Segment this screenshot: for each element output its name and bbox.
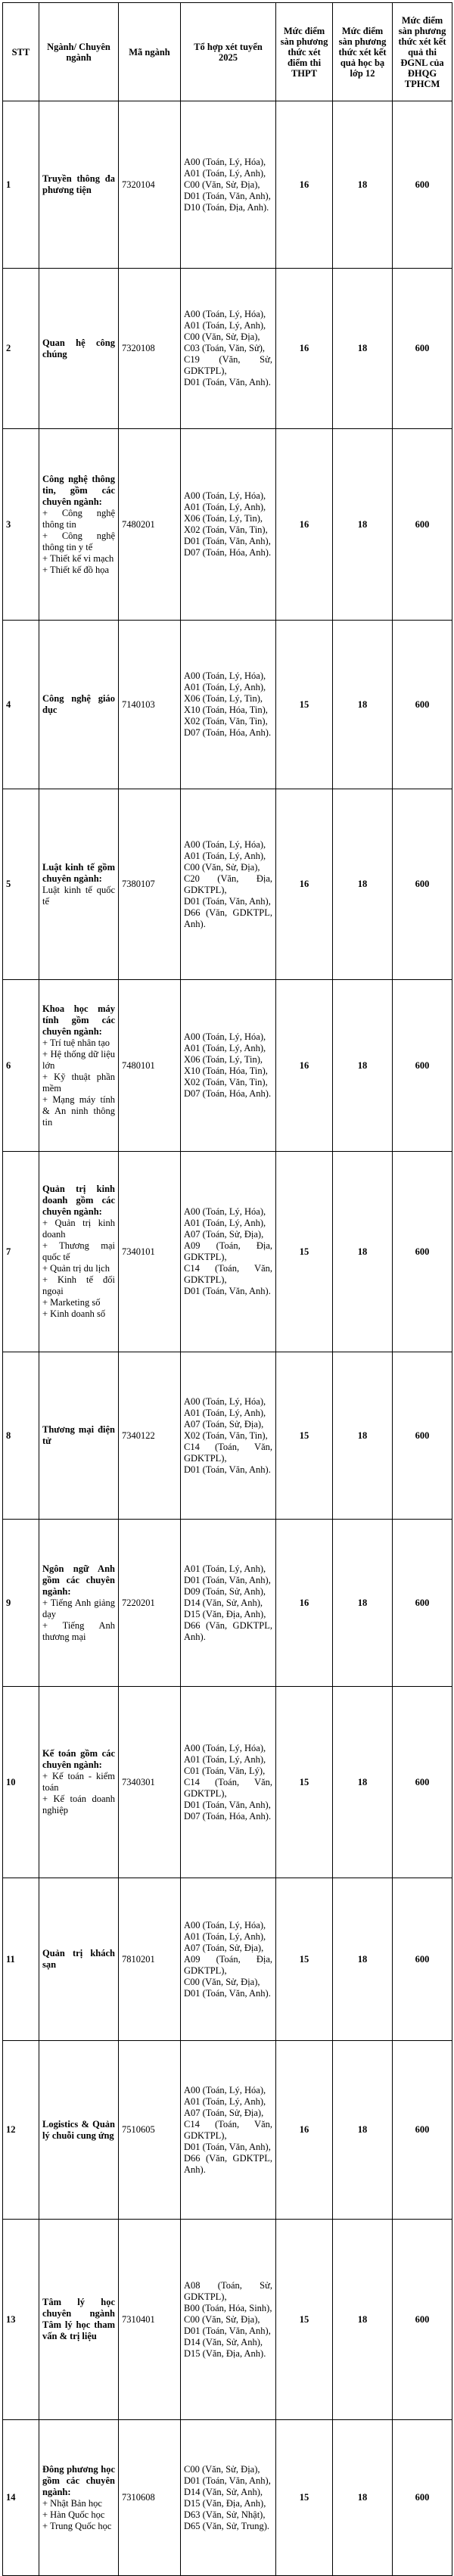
row-major xyxy=(39,2220,119,2420)
major-specialization: + Tiếng Anh thương mại xyxy=(42,1619,115,1642)
row-hocba-score: 18 xyxy=(333,789,393,980)
major-specialization: + Kế toán - kiểm toán xyxy=(42,1771,115,1793)
combo-item: C00 (Văn, Sử, Địa), xyxy=(184,2313,260,2325)
row-thpt-score: 16 xyxy=(276,789,333,980)
combo-item: B00 (Toán, Hóa, Sinh), xyxy=(184,2302,272,2313)
table-row xyxy=(3,1152,452,1352)
row-code: 7510605 xyxy=(119,2041,181,2220)
row-thpt-score: 15 xyxy=(276,621,333,789)
combo-item: A07 (Toán, Sử, Địa), xyxy=(184,2107,264,2118)
combo-item: A01 (Toán, Lý, Anh), xyxy=(184,682,266,692)
combo-item: D01 (Toán, Văn, Anh), xyxy=(184,190,271,201)
row-code: 7480101 xyxy=(119,980,181,1152)
major-specialization: + Công nghệ thông tin xyxy=(42,507,115,530)
row-dgnl-score: 600 xyxy=(393,101,452,269)
combo-item: A00 (Toán, Lý, Hóa), xyxy=(184,490,266,501)
row-major xyxy=(39,2041,119,2220)
row-combos xyxy=(181,2220,276,2420)
combo-item: D01 (Toán, Văn, Anh), xyxy=(184,2325,271,2336)
combo-item: A00 (Toán, Lý, Hóa), xyxy=(184,1031,266,1042)
row-hocba-score: 18 xyxy=(333,101,393,269)
combo-item: A00 (Toán, Lý, Hóa), xyxy=(184,1395,266,1407)
combo-item: A01 (Toán, Lý, Anh), xyxy=(184,1043,266,1053)
row-major xyxy=(39,2420,119,2576)
row-combos xyxy=(181,980,276,1152)
row-major xyxy=(39,429,119,621)
row-code: 7220201 xyxy=(119,1520,181,1687)
combo-item: X10 (Toán, Hóa, Tin), xyxy=(184,705,268,715)
row-thpt-score: 15 xyxy=(276,1878,333,2041)
table-row xyxy=(3,429,452,621)
row-stt: 5 xyxy=(3,789,39,980)
combo-item: X06 (Toán, Lý, Tin), xyxy=(184,513,263,524)
combo-item: A09 (Toán, Địa, GDKTPL), xyxy=(184,1953,272,1976)
combo-item: D10 (Toán, Địa, Anh). xyxy=(184,201,269,213)
major-specialization: + Kinh doanh số xyxy=(42,1308,106,1319)
header-thpt: Mức điểm sàn phương thức xét điểm thi THPT xyxy=(276,3,333,101)
admission-table xyxy=(2,2,452,2576)
combo-item: C14 (Toán, Văn, GDKTPL), xyxy=(184,1263,272,1285)
row-combos xyxy=(181,269,276,429)
row-hocba-score: 18 xyxy=(333,1687,393,1878)
combo-item: D15 (Văn, Địa, Anh), xyxy=(184,2497,266,2509)
major-title: Khoa học máy tính gồm các chuyên ngành: xyxy=(42,1003,115,1037)
combo-item: A01 (Toán, Lý, Anh), xyxy=(184,1930,266,1942)
major-specialization: + Trung Quốc học xyxy=(42,2520,112,2531)
row-thpt-score: 16 xyxy=(276,980,333,1152)
header-row xyxy=(3,3,452,101)
combo-item: X02 (Toán, Văn, Tin), xyxy=(184,1077,268,1087)
combo-item: A00 (Toán, Lý, Hóa), xyxy=(184,1206,266,1217)
combo-item: C20 (Văn, Địa, GDKTPL), xyxy=(184,873,272,895)
combo-item: A07 (Toán, Sử, Địa), xyxy=(184,1229,264,1240)
combo-item: X02 (Toán, Văn, Tin), xyxy=(184,524,268,535)
combo-item: D66 (Văn, GDKTPL, Anh). xyxy=(184,907,272,929)
row-thpt-score: 15 xyxy=(276,2420,333,2576)
row-dgnl-score: 600 xyxy=(393,2420,452,2576)
row-combos xyxy=(181,429,276,621)
row-dgnl-score: 600 xyxy=(393,2220,452,2420)
row-dgnl-score: 600 xyxy=(393,1352,452,1520)
combo-item: X06 (Toán, Lý, Tin), xyxy=(184,1054,263,1065)
row-hocba-score: 18 xyxy=(333,980,393,1152)
combo-item: X06 (Toán, Lý, Tin), xyxy=(184,693,263,704)
row-combos xyxy=(181,621,276,789)
row-stt: 2 xyxy=(3,269,39,429)
row-hocba-score: 18 xyxy=(333,1152,393,1352)
row-combos xyxy=(181,1520,276,1687)
major-title: Đông phương học gồm các chuyên ngành: xyxy=(42,2463,115,2497)
row-major xyxy=(39,1878,119,2041)
row-dgnl-score: 600 xyxy=(393,789,452,980)
row-stt: 11 xyxy=(3,1878,39,2041)
row-hocba-score: 18 xyxy=(333,2041,393,2220)
major-specialization: + Tiếng Anh giảng dạy xyxy=(42,1597,115,1619)
combo-item: D01 (Toán, Văn, Anh), xyxy=(184,536,271,546)
row-stt: 10 xyxy=(3,1687,39,1878)
combo-item: A01 (Toán, Lý, Anh), xyxy=(184,850,266,861)
row-code: 7320104 xyxy=(119,101,181,269)
major-title: Quản trị kinh doanh gồm các chuyên ngành: xyxy=(42,1184,115,1217)
combo-item: A07 (Toán, Sử, Địa), xyxy=(184,1942,264,1953)
row-dgnl-score: 600 xyxy=(393,2041,452,2220)
major-title: Quản trị khách sạn xyxy=(42,1948,115,1970)
row-combos xyxy=(181,1152,276,1352)
combo-item: D07 (Toán, Hóa, Anh). xyxy=(184,1810,272,1822)
header-combos: Tổ hợp xét tuyển 2025 xyxy=(181,3,276,101)
row-hocba-score: 18 xyxy=(333,269,393,429)
major-title: Ngôn ngữ Anh gồm các chuyên ngành: xyxy=(42,1563,115,1597)
row-stt: 6 xyxy=(3,980,39,1152)
table-row xyxy=(3,621,452,789)
row-code: 7810201 xyxy=(119,1878,181,2041)
combo-item: A00 (Toán, Lý, Hóa), xyxy=(184,156,266,167)
row-stt: 3 xyxy=(3,429,39,621)
header-hocba: Mức điểm sàn phương thức xét kết quả học bạ lớp 12 xyxy=(333,3,393,101)
major-specialization: + Mạng máy tính & An ninh thông tin xyxy=(42,1094,115,1128)
table-row xyxy=(3,269,452,429)
major-specialization: + Quản trị du lịch xyxy=(42,1263,110,1274)
major-specialization: + Kinh tế đối ngoại xyxy=(42,1274,115,1296)
table-body xyxy=(3,101,452,2576)
combo-item: C00 (Văn, Sử, Địa), xyxy=(184,179,260,190)
combo-item: A00 (Toán, Lý, Hóa), xyxy=(184,1919,266,1930)
combo-item: D01 (Toán, Văn, Anh). xyxy=(184,1286,271,1296)
combo-item: A01 (Toán, Lý, Anh), xyxy=(184,1563,266,1574)
major-specialization: + Hàn Quốc học xyxy=(42,2509,105,2520)
row-dgnl-score: 600 xyxy=(393,429,452,621)
combo-item: A00 (Toán, Lý, Hóa), xyxy=(184,670,266,681)
major-title: Kế toán gồm các chuyên ngành: xyxy=(42,1748,115,1770)
row-code: 7310608 xyxy=(119,2420,181,2576)
combo-item: A08 (Toán, Sử, GDKTPL), xyxy=(184,2279,272,2302)
combo-item: C14 (Toán, Văn, GDKTPL), xyxy=(184,1441,272,1464)
row-thpt-score: 15 xyxy=(276,2220,333,2420)
combo-item: D09 (Toán, Sử, Anh), xyxy=(184,1585,266,1597)
combo-item: D01 (Toán, Văn, Anh), xyxy=(184,895,271,907)
row-combos xyxy=(181,2420,276,2576)
row-code: 7340122 xyxy=(119,1352,181,1520)
row-hocba-score: 18 xyxy=(333,2420,393,2576)
row-code: 7310401 xyxy=(119,2220,181,2420)
major-title: Logistics & Quản lý chuỗi cung ứng xyxy=(42,2118,115,2141)
row-stt: 13 xyxy=(3,2220,39,2420)
row-dgnl-score: 600 xyxy=(393,1878,452,2041)
combo-item: C19 (Văn, Sử, GDKTPL), xyxy=(184,354,272,376)
combo-item: C14 (Toán, Văn, GDKTPL), xyxy=(184,1776,272,1799)
combo-item: A00 (Toán, Lý, Hóa), xyxy=(184,2084,266,2095)
row-combos xyxy=(181,1687,276,1878)
combo-item: A01 (Toán, Lý, Anh), xyxy=(184,1407,266,1418)
combo-item: D01 (Toán, Văn, Anh). xyxy=(184,1464,271,1475)
row-hocba-score: 18 xyxy=(333,1352,393,1520)
combo-item: C00 (Văn, Sử, Địa), xyxy=(184,331,260,342)
major-title: Tâm lý học chuyên ngành Tâm lý học tham vấn & trị liệu xyxy=(42,2297,115,2341)
combo-item: D01 (Toán, Văn, Anh), xyxy=(184,1799,271,1810)
row-major xyxy=(39,621,119,789)
major-title: Thương mại điện tử xyxy=(42,1424,115,1446)
row-code: 7480201 xyxy=(119,429,181,621)
row-stt: 4 xyxy=(3,621,39,789)
row-code: 7340101 xyxy=(119,1152,181,1352)
combo-item: A01 (Toán, Lý, Anh), xyxy=(184,502,266,512)
major-title: Công nghệ thông tin, gồm các chuyên ngành: xyxy=(42,473,115,507)
row-dgnl-score: 600 xyxy=(393,269,452,429)
row-major xyxy=(39,789,119,980)
table-row xyxy=(3,2420,452,2576)
combo-item: D01 (Toán, Văn, Anh), xyxy=(184,1574,271,1585)
row-thpt-score: 15 xyxy=(276,1352,333,1520)
table-row xyxy=(3,789,452,980)
combo-item: A01 (Toán, Lý, Anh), xyxy=(184,2095,266,2107)
row-hocba-score: 18 xyxy=(333,1878,393,2041)
combo-item: D01 (Toán, Văn, Anh). xyxy=(184,377,271,387)
row-dgnl-score: 600 xyxy=(393,1152,452,1352)
table-row xyxy=(3,2041,452,2220)
combo-item: C01 (Toán, Văn, Lý), xyxy=(184,1765,266,1776)
row-combos xyxy=(181,101,276,269)
major-specialization: + Hệ thống dữ liệu lớn xyxy=(42,1048,115,1071)
row-combos xyxy=(181,1878,276,2041)
combo-item: D14 (Văn, Sử, Anh), xyxy=(184,1597,263,1608)
combo-item: C14 (Toán, Văn, GDKTPL), xyxy=(184,2118,272,2141)
table-row xyxy=(3,1352,452,1520)
major-specialization: + Thiết kế đồ họa xyxy=(42,564,110,575)
row-thpt-score: 16 xyxy=(276,101,333,269)
major-specialization: + Kỹ thuật phần mềm xyxy=(42,1071,115,1094)
table-row xyxy=(3,1878,452,2041)
row-code: 7320108 xyxy=(119,269,181,429)
row-major xyxy=(39,980,119,1152)
combo-item: A09 (Toán, Địa, GDKTPL), xyxy=(184,1240,272,1262)
row-major xyxy=(39,1687,119,1878)
combo-item: A07 (Toán, Sử, Địa), xyxy=(184,1418,264,1430)
major-specialization: + Nhật Bản học xyxy=(42,2497,102,2509)
major-title: Công nghệ giáo dục xyxy=(42,693,115,715)
row-dgnl-score: 600 xyxy=(393,1520,452,1687)
row-stt: 1 xyxy=(3,101,39,269)
combo-item: D01 (Toán, Văn, Anh), xyxy=(184,2141,271,2152)
combo-item: A01 (Toán, Lý, Anh), xyxy=(184,1218,266,1228)
major-specialization: + Marketing số xyxy=(42,1297,101,1308)
row-combos xyxy=(181,789,276,980)
combo-item: D66 (Văn, GDKTPL, Anh). xyxy=(184,1619,272,1642)
major-specialization: + Thương mại quốc tế xyxy=(42,1240,115,1262)
major-specialization: + Thiết kế vi mạch xyxy=(42,552,114,564)
combo-item: C00 (Văn, Sử, Địa), xyxy=(184,2463,260,2475)
combo-item: D63 (Văn, Sử, Nhật), xyxy=(184,2509,266,2520)
table-row xyxy=(3,2220,452,2420)
row-code: 7380107 xyxy=(119,789,181,980)
major-title: Quan hệ công chúng xyxy=(42,337,115,359)
row-thpt-score: 15 xyxy=(276,1152,333,1352)
combo-item: D14 (Văn, Sử, Anh), xyxy=(184,2336,263,2347)
row-thpt-score: 16 xyxy=(276,1520,333,1687)
row-major xyxy=(39,1152,119,1352)
row-stt: 14 xyxy=(3,2420,39,2576)
row-major xyxy=(39,1352,119,1520)
combo-item: D07 (Toán, Hóa, Anh). xyxy=(184,547,272,558)
header-major: Ngành/ Chuyên ngành xyxy=(39,3,119,101)
row-combos xyxy=(181,2041,276,2220)
row-hocba-score: 18 xyxy=(333,2220,393,2420)
row-thpt-score: 16 xyxy=(276,429,333,621)
combo-item: X02 (Toán, Văn, Tin), xyxy=(184,716,268,726)
table-row xyxy=(3,1520,452,1687)
combo-item: X10 (Toán, Hóa, Tin), xyxy=(184,1066,268,1076)
combo-item: D65 (Văn, Sử, Trung). xyxy=(184,2520,270,2531)
combo-item: D07 (Toán, Hóa, Anh). xyxy=(184,1088,272,1099)
major-specialization: + Công nghệ thông tin y tế xyxy=(42,530,115,552)
row-dgnl-score: 600 xyxy=(393,980,452,1152)
major-title: Truyền thông đa phương tiện xyxy=(42,173,115,195)
row-thpt-score: 15 xyxy=(276,1687,333,1878)
row-hocba-score: 18 xyxy=(333,429,393,621)
major-title: Luật kinh tế gồm chuyên ngành: xyxy=(42,861,115,884)
row-stt: 9 xyxy=(3,1520,39,1687)
row-stt: 12 xyxy=(3,2041,39,2220)
row-code: 7340301 xyxy=(119,1687,181,1878)
header-stt: STT xyxy=(3,3,39,101)
combo-item: C00 (Văn, Sử, Địa), xyxy=(184,1976,260,1987)
combo-item: C03 (Toán, Văn, Sử), xyxy=(184,343,266,353)
table-row xyxy=(3,1687,452,1878)
combo-item: A00 (Toán, Lý, Hóa), xyxy=(184,309,266,319)
row-hocba-score: 18 xyxy=(333,1520,393,1687)
major-specialization: Luật kinh tế quốc tế xyxy=(42,884,115,907)
combo-item: D15 (Văn, Địa, Anh). xyxy=(184,2347,266,2359)
combo-item: A00 (Toán, Lý, Hóa), xyxy=(184,838,266,850)
row-dgnl-score: 600 xyxy=(393,1687,452,1878)
row-hocba-score: 18 xyxy=(333,621,393,789)
combo-item: D01 (Toán, Văn, Anh), xyxy=(184,2475,271,2486)
row-dgnl-score: 600 xyxy=(393,621,452,789)
combo-item: D01 (Toán, Văn, Anh). xyxy=(184,1987,271,1999)
combo-item: A00 (Toán, Lý, Hóa), xyxy=(184,1742,266,1753)
header-dgnl: Mức điểm sàn phương thức xét kết quả thi ĐGNL của ĐHQG TPHCM xyxy=(393,3,452,101)
major-specialization: + Kế toán doanh nghiệp xyxy=(42,1794,115,1815)
header-code: Mã ngành xyxy=(119,3,181,101)
combo-item: A01 (Toán, Lý, Anh), xyxy=(184,1753,266,1765)
combo-item: A01 (Toán, Lý, Anh), xyxy=(184,167,266,179)
combo-item: D14 (Văn, Sử, Anh), xyxy=(184,2486,263,2497)
row-stt: 7 xyxy=(3,1152,39,1352)
table-row xyxy=(3,101,452,269)
combo-item: A01 (Toán, Lý, Anh), xyxy=(184,320,266,331)
row-stt: 8 xyxy=(3,1352,39,1520)
row-code: 7140103 xyxy=(119,621,181,789)
combo-item: C00 (Văn, Sử, Địa), xyxy=(184,861,260,873)
combo-item: D07 (Toán, Hóa, Anh). xyxy=(184,727,272,738)
combo-item: X02 (Toán, Văn, Tin), xyxy=(184,1430,268,1441)
table-row xyxy=(3,980,452,1152)
row-major xyxy=(39,269,119,429)
row-thpt-score: 16 xyxy=(276,2041,333,2220)
major-specialization: + Trí tuệ nhân tạo xyxy=(42,1037,110,1048)
combo-item: D66 (Văn, GDKTPL, Anh). xyxy=(184,2152,272,2175)
row-combos xyxy=(181,1352,276,1520)
row-major xyxy=(39,101,119,269)
combo-item: D15 (Văn, Địa, Anh), xyxy=(184,1608,266,1619)
row-thpt-score: 16 xyxy=(276,269,333,429)
major-specialization: + Quản trị kinh doanh xyxy=(42,1218,115,1240)
row-major xyxy=(39,1520,119,1687)
